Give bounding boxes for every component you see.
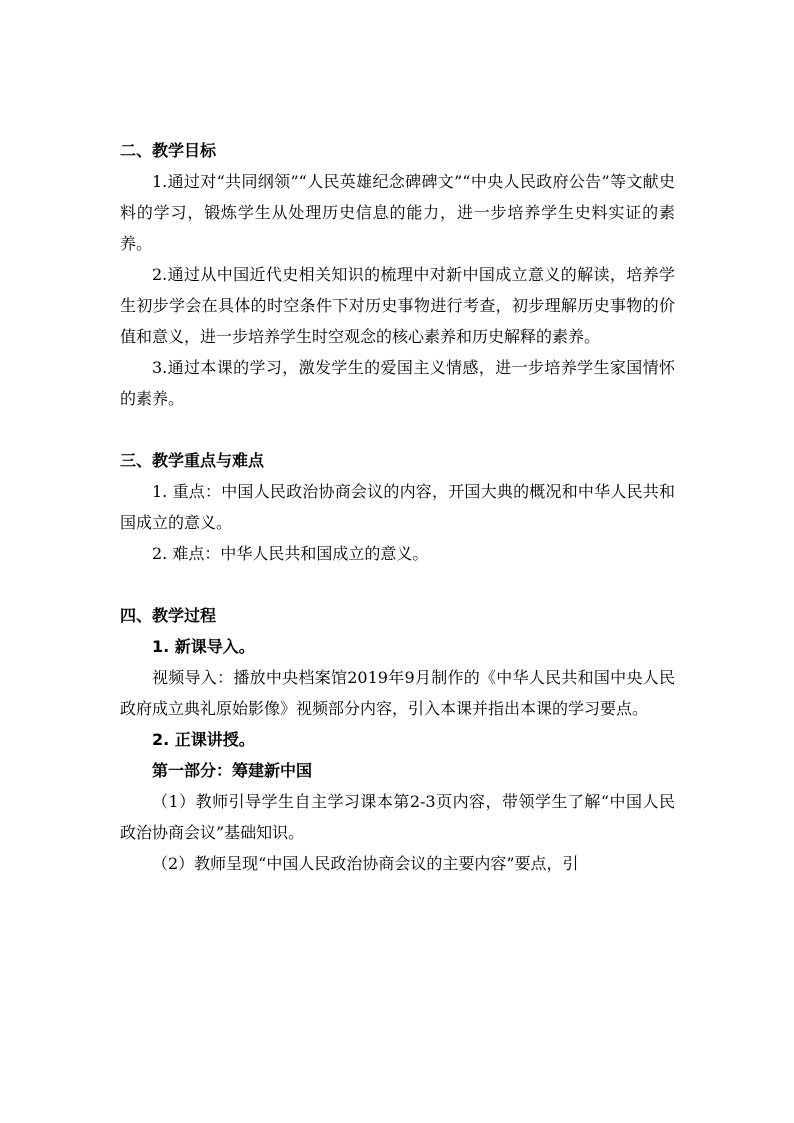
objective-paragraph-1: 1.通过对“共同纲领”“人民英雄纪念碑碑文”“中央人民政府公告”等文献史料的学习，锻炼学生从处理历史信息的能力，进一步培养学生史料实证的素养。	[120, 172, 675, 253]
key-point-paragraph-2: 2. 难点：中华人民共和国成立的意义。	[152, 544, 429, 563]
step-intro-text: 视频导入：播放中央档案馆2019年9月制作的《中华人民共和国中央人民政府成立典礼原始影像》视频部分内容，引入本课并指出本课的学习要点。	[120, 668, 675, 718]
section-spacer	[120, 414, 675, 445]
step-title-intro: 1. 新课导入。	[152, 637, 255, 656]
part-title-founding: 第一部分：筹建新中国	[152, 761, 313, 780]
section-heading-objectives: 二、教学目标	[120, 141, 217, 160]
part-item-2: （2）教师呈现“中国人民政治协商会议的主要内容”要点，引	[152, 854, 579, 873]
key-point-paragraph-1: 1. 重点：中国人民政治协商会议的内容，开国大典的概况和中华人民共和国成立的意义。	[120, 482, 675, 532]
section-heading-process: 四、教学过程	[120, 606, 217, 625]
section-spacer	[120, 569, 675, 600]
step-title-lecture: 2. 正课讲授。	[152, 730, 255, 749]
document-body	[120, 135, 675, 879]
objective-paragraph-2: 2.通过从中国近代史相关知识的梳理中对新中国成立意义的解读，培养学生初步学会在具体的时空条件下对历史事物进行考查，初步理解历史事物的价值和意义，进一步培养学生时空观念的核心素养和历史解释的素养。	[120, 265, 675, 346]
part-item-1: （1）教师引导学生自主学习课本第2-3页内容，带领学生了解“中国人民政治协商会议”基础知识。	[120, 792, 675, 842]
section-heading-key-points: 三、教学重点与难点	[120, 451, 265, 470]
objective-paragraph-3: 3.通过本课的学习，激发学生的爱国主义情感，进一步培养学生家国情怀的素养。	[120, 358, 675, 408]
